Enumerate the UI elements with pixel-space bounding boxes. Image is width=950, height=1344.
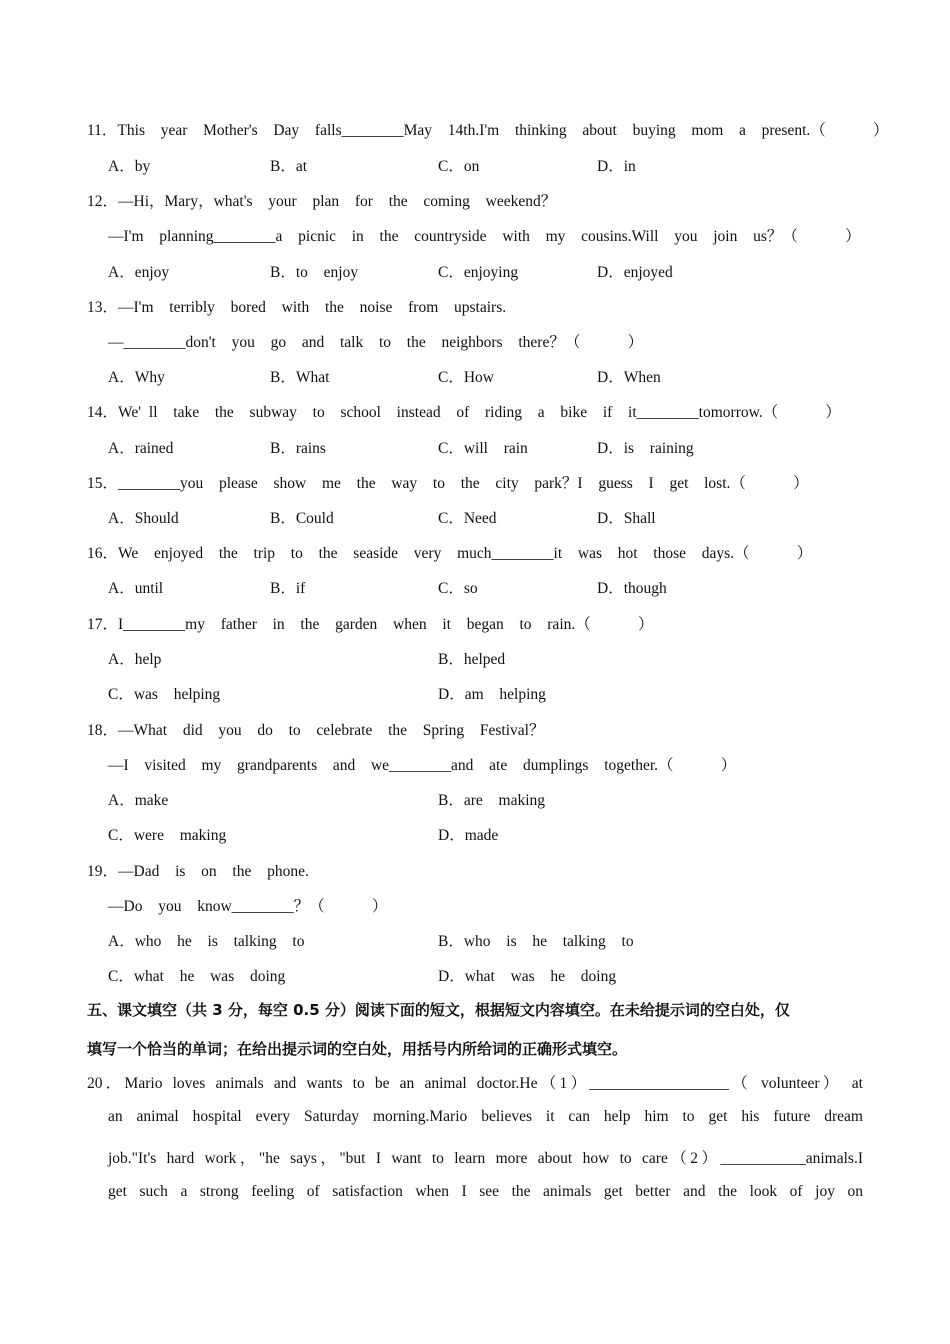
question-15-stem: 15．________you please show me the way to the city park？I guess I get lost.（ ） — [87, 475, 809, 492]
option-b: B．at — [270, 158, 308, 175]
question-17-stem: 17．I________my father in the garden when it began to rain.（ ） — [87, 616, 654, 633]
question-13-options — [108, 365, 868, 387]
section-5-heading-line1: 五、课文填空（共 3 分，每空 0.5 分）阅读下面的短文，根据短文内容填空。在未给提示词的空白处，仅 — [87, 1001, 790, 1019]
question-20-line2: an animal hospital every Saturday morning.Mario believes it can help him to get his future dream — [108, 1108, 863, 1125]
question-11-stem: 11．This year Mother's Day falls________May 14th.I'm thinking about buying mom a present.（ ） — [87, 122, 889, 139]
option-b: B．are making — [438, 792, 546, 809]
question-20-line3: job."It's hard work，"he says，"but I want to learn more about how to care（2）___________animals.I — [108, 1150, 863, 1167]
option-a: A．Should — [108, 510, 179, 527]
option-a: A．Why — [108, 369, 165, 386]
question-20-line1: 20．Mario loves animals and wants to be an animal doctor.He（1）__________________（ volunteer） at — [87, 1075, 863, 1092]
option-c: C．what he was doing — [108, 968, 286, 985]
option-c: C．enjoying — [438, 264, 519, 281]
question-14-stem: 14．We' ll take the subway to school instead of riding a bike if it________tomorrow.（ ） — [87, 404, 841, 421]
option-d: D．in — [597, 158, 636, 175]
question-19-options-row2 — [108, 964, 868, 986]
option-b: B．Could — [270, 510, 334, 527]
section-5-heading-line2: 填写一个恰当的单词；在给出提示词的空白处，用括号内所给词的正确形式填空。 — [87, 1040, 628, 1058]
option-d: D．enjoyed — [597, 264, 673, 281]
question-13-line2: —________don't you go and talk to the neighbors there？（ ） — [108, 334, 644, 351]
option-c: C．Need — [438, 510, 497, 527]
option-d: D．made — [438, 827, 499, 844]
option-a: A．by — [108, 158, 151, 175]
question-18-line2: —I visited my grandparents and we________and ate dumplings together.（ ） — [108, 757, 737, 774]
question-16-stem: 16．We enjoyed the trip to the seaside very much________it was hot those days.（ ） — [87, 545, 813, 562]
option-b: B．What — [270, 369, 330, 386]
option-c: C．was helping — [108, 686, 221, 703]
question-12-stem: 12．—Hi，Mary，what's your plan for the coming weekend？ — [87, 193, 557, 210]
question-17-options-row2 — [108, 682, 868, 704]
option-b: B．if — [270, 580, 306, 597]
option-b: B．helped — [438, 651, 506, 668]
option-d: D．though — [597, 580, 667, 597]
option-c: C．How — [438, 369, 494, 386]
option-a: A．enjoy — [108, 264, 170, 281]
option-a: A．make — [108, 792, 169, 809]
question-18-stem: 18．—What did you do to celebrate the Spring Festival？ — [87, 722, 545, 739]
question-19-line2: —Do you know________？（ ） — [108, 898, 388, 915]
question-19-options-row1 — [108, 929, 868, 951]
option-d: D．is raining — [597, 440, 694, 457]
option-d: D．am helping — [438, 686, 546, 703]
question-18-options-row1 — [108, 788, 868, 810]
option-c: C．will rain — [438, 440, 528, 457]
option-a: A．help — [108, 651, 162, 668]
question-15-options — [108, 506, 868, 528]
question-14-options — [108, 436, 868, 458]
option-d: D．what was he doing — [438, 968, 617, 985]
question-13-stem: 13．—I'm terribly bored with the noise from upstairs. — [87, 299, 507, 316]
option-b: B．to enjoy — [270, 264, 359, 281]
question-18-options-row2 — [108, 823, 868, 845]
question-11-options — [108, 154, 868, 176]
question-17-options-row1 — [108, 647, 868, 669]
question-20-line4: get such a strong feeling of satisfaction when I see the animals get better and the look of joy on — [108, 1183, 863, 1200]
option-a: A．who he is talking to — [108, 933, 305, 950]
question-12-options — [108, 260, 868, 282]
question-16-options — [108, 576, 868, 598]
option-a: A．rained — [108, 440, 174, 457]
option-b: B．rains — [270, 440, 326, 457]
option-c: C．on — [438, 158, 480, 175]
option-c: C．so — [438, 580, 478, 597]
option-a: A．until — [108, 580, 164, 597]
option-d: D．When — [597, 369, 661, 386]
question-12-line2: —I'm planning________a picnic in the countryside with my cousins.Will you join us？（ ） — [108, 228, 861, 245]
option-b: B．who is he talking to — [438, 933, 634, 950]
question-19-stem: 19．—Dad is on the phone. — [87, 863, 309, 880]
option-d: D．Shall — [597, 510, 656, 527]
option-c: C．were making — [108, 827, 227, 844]
